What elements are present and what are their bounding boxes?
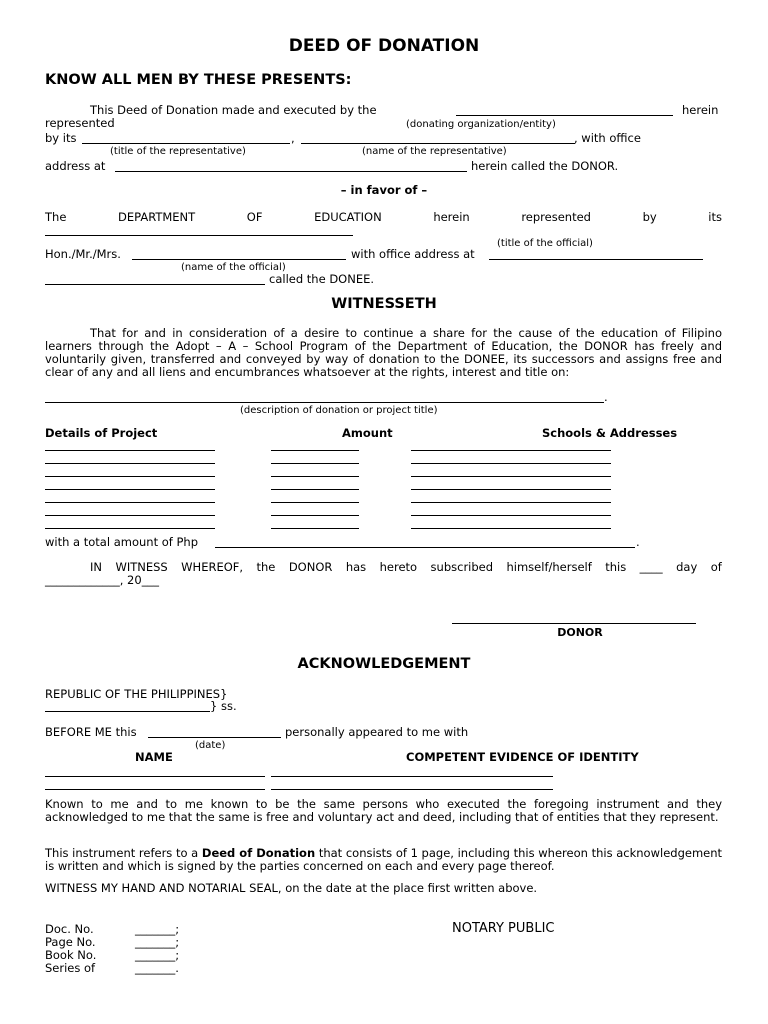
ss-text: } ss. xyxy=(210,699,237,713)
schools-blank xyxy=(411,489,611,490)
name-header: NAME xyxy=(135,750,173,764)
p2-word: EDUCATION xyxy=(314,210,382,224)
schools-blank xyxy=(411,502,611,503)
witness-whereof-line xyxy=(90,561,722,574)
rep-title-caption: (title of the representative) xyxy=(110,146,246,157)
office-address-label: with office address at xyxy=(351,247,475,261)
official-name-blank xyxy=(132,259,346,260)
ack-evidence-blank xyxy=(271,789,553,790)
ww-word: day xyxy=(676,560,698,574)
with-office-text: , with office xyxy=(574,131,641,145)
donor-signature-line xyxy=(452,623,696,624)
total-period: . xyxy=(636,535,640,549)
details-blank xyxy=(45,528,215,529)
p3-paragraph xyxy=(45,327,722,379)
description-period: . xyxy=(604,390,608,404)
schools-blank xyxy=(411,450,611,451)
ww-word: ____ xyxy=(639,560,663,574)
intro-heading: KNOW ALL MEN BY THESE PRESENTS: xyxy=(45,72,352,88)
instrument-bold: Deed of Donation xyxy=(201,846,316,860)
schools-blank xyxy=(411,463,611,464)
schools-blank xyxy=(411,528,611,529)
donee-called-text: called the DONEE. xyxy=(269,272,375,286)
doc-no-label: Doc. No. xyxy=(45,922,94,936)
ww-word: hereto xyxy=(379,560,418,574)
p1-line2: represented xyxy=(45,116,115,130)
hon-label: Hon./Mr./Mrs. xyxy=(45,247,121,261)
ack-name-blank xyxy=(45,789,265,790)
notary-public-label: NOTARY PUBLIC xyxy=(452,921,555,936)
details-blank xyxy=(45,476,215,477)
witness-date-line: _____________, 20___ xyxy=(45,573,159,587)
donor-address-blank xyxy=(115,171,467,172)
p1-line1-end: herein xyxy=(682,103,719,117)
official-name-caption: (name of the official) xyxy=(181,262,286,273)
p2-word: its xyxy=(708,210,722,224)
ww-word: of xyxy=(710,560,722,574)
venue-blank xyxy=(45,711,210,712)
evidence-header: COMPETENT EVIDENCE OF IDENTITY xyxy=(406,750,639,764)
p3-text: That for and in consideration of a desire to continue a share for the cause of the education of Filipino learners through the Adopt – A – School Program of the Department of Education, the DONOR has freely and voluntarily given, transferred and conveyed by way of donation to the DONEE, its successors and assigns free and clear of any and all liens and encumbrances whatsoever at the rights, interest and title on: xyxy=(45,326,722,379)
p2-word: represented xyxy=(521,210,591,224)
ww-word: this xyxy=(605,560,627,574)
official-address-blank-2 xyxy=(45,284,265,285)
rep-title-blank xyxy=(82,143,290,144)
appeared-text: personally appeared to me with xyxy=(285,725,469,739)
total-label: with a total amount of Php xyxy=(45,535,198,549)
donor-signature-label: DONOR xyxy=(557,626,603,639)
ww-word: WHEREOF, xyxy=(181,560,244,574)
instrument-paragraph xyxy=(45,847,722,873)
official-title-blank xyxy=(45,235,353,236)
republic-text: REPUBLIC OF THE PHILIPPINES} xyxy=(45,687,228,701)
ack-date-blank xyxy=(148,737,281,738)
instrument-pre: This instrument refers to a xyxy=(45,846,199,860)
document-title: DEED OF DONATION xyxy=(288,36,480,56)
header-details: Details of Project xyxy=(45,426,158,440)
p1-line1-start: This Deed of Donation made and executed by the xyxy=(90,103,377,117)
details-blank xyxy=(45,450,215,451)
instrument-post: that consists of 1 page, including this whereon this acknowledgement is written and which is signed by the parties concerned on each and every page thereof. xyxy=(45,846,723,873)
in-favor-of: – in favor of – xyxy=(340,183,428,197)
page-no-label: Page No. xyxy=(45,935,96,949)
series-of-blank: _______. xyxy=(135,961,179,975)
schools-blank xyxy=(411,515,611,516)
ww-word: DONOR xyxy=(288,560,333,574)
address-at-label: address at xyxy=(45,159,106,173)
ww-word: has xyxy=(345,560,367,574)
official-address-blank xyxy=(489,259,703,260)
ww-word: IN xyxy=(90,560,102,574)
ack-date-caption: (date) xyxy=(195,740,226,751)
description-blank xyxy=(45,402,604,403)
p2-word: The xyxy=(45,210,67,224)
header-schools: Schools & Addresses xyxy=(542,426,678,440)
p2-word: DEPARTMENT xyxy=(118,210,196,224)
ww-word: the xyxy=(256,560,276,574)
doc-no-blank: _______; xyxy=(135,922,180,936)
series-of-label: Series of xyxy=(45,961,96,975)
p2-line1 xyxy=(45,211,722,224)
by-its-label: by its xyxy=(45,131,77,145)
amount-blank xyxy=(271,528,359,529)
donor-called-text: herein called the DONOR. xyxy=(471,159,619,173)
schools-blank xyxy=(411,476,611,477)
p2-word: OF xyxy=(246,210,263,224)
header-amount: Amount xyxy=(342,426,393,440)
details-blank xyxy=(45,463,215,464)
amount-blank xyxy=(271,489,359,490)
ack-evidence-blank xyxy=(271,776,553,777)
rep-name-blank xyxy=(301,143,575,144)
amount-blank xyxy=(271,502,359,503)
page-no-blank: _______; xyxy=(135,935,180,949)
amount-blank xyxy=(271,515,359,516)
official-title-caption: (title of the official) xyxy=(497,238,593,249)
amount-blank xyxy=(271,476,359,477)
total-blank xyxy=(215,547,635,548)
witness-hand-text: WITNESS MY HAND AND NOTARIAL SEAL, on the date at the place first written above. xyxy=(45,881,538,895)
details-blank xyxy=(45,515,215,516)
ww-word: WITNESS xyxy=(115,560,168,574)
amount-blank xyxy=(271,450,359,451)
book-no-label: Book No. xyxy=(45,948,97,962)
description-caption: (description of donation or project title) xyxy=(240,405,438,416)
details-blank xyxy=(45,489,215,490)
acknowledgement-heading: ACKNOWLEDGEMENT xyxy=(297,656,471,672)
known-paragraph: Known to me and to me known to be the same persons who executed the foregoing instrument and they acknowledged to me that the same is free and voluntary act and deed, including that of entities that they represent. xyxy=(45,797,722,824)
donor-org-blank xyxy=(456,115,673,116)
comma-text: , xyxy=(291,131,295,145)
ww-word: subscribed xyxy=(430,560,494,574)
p2-word: by xyxy=(642,210,657,224)
witnesseth-heading: WITNESSETH xyxy=(331,296,437,312)
before-me-text: BEFORE ME this xyxy=(45,725,137,739)
donor-org-caption: (donating organization/entity) xyxy=(406,119,556,130)
ww-word: himself/herself xyxy=(506,560,592,574)
rep-name-caption: (name of the representative) xyxy=(362,146,507,157)
details-blank xyxy=(45,502,215,503)
book-no-blank: _______; xyxy=(135,948,180,962)
ack-name-blank xyxy=(45,776,265,777)
p2-word: herein xyxy=(433,210,470,224)
amount-blank xyxy=(271,463,359,464)
